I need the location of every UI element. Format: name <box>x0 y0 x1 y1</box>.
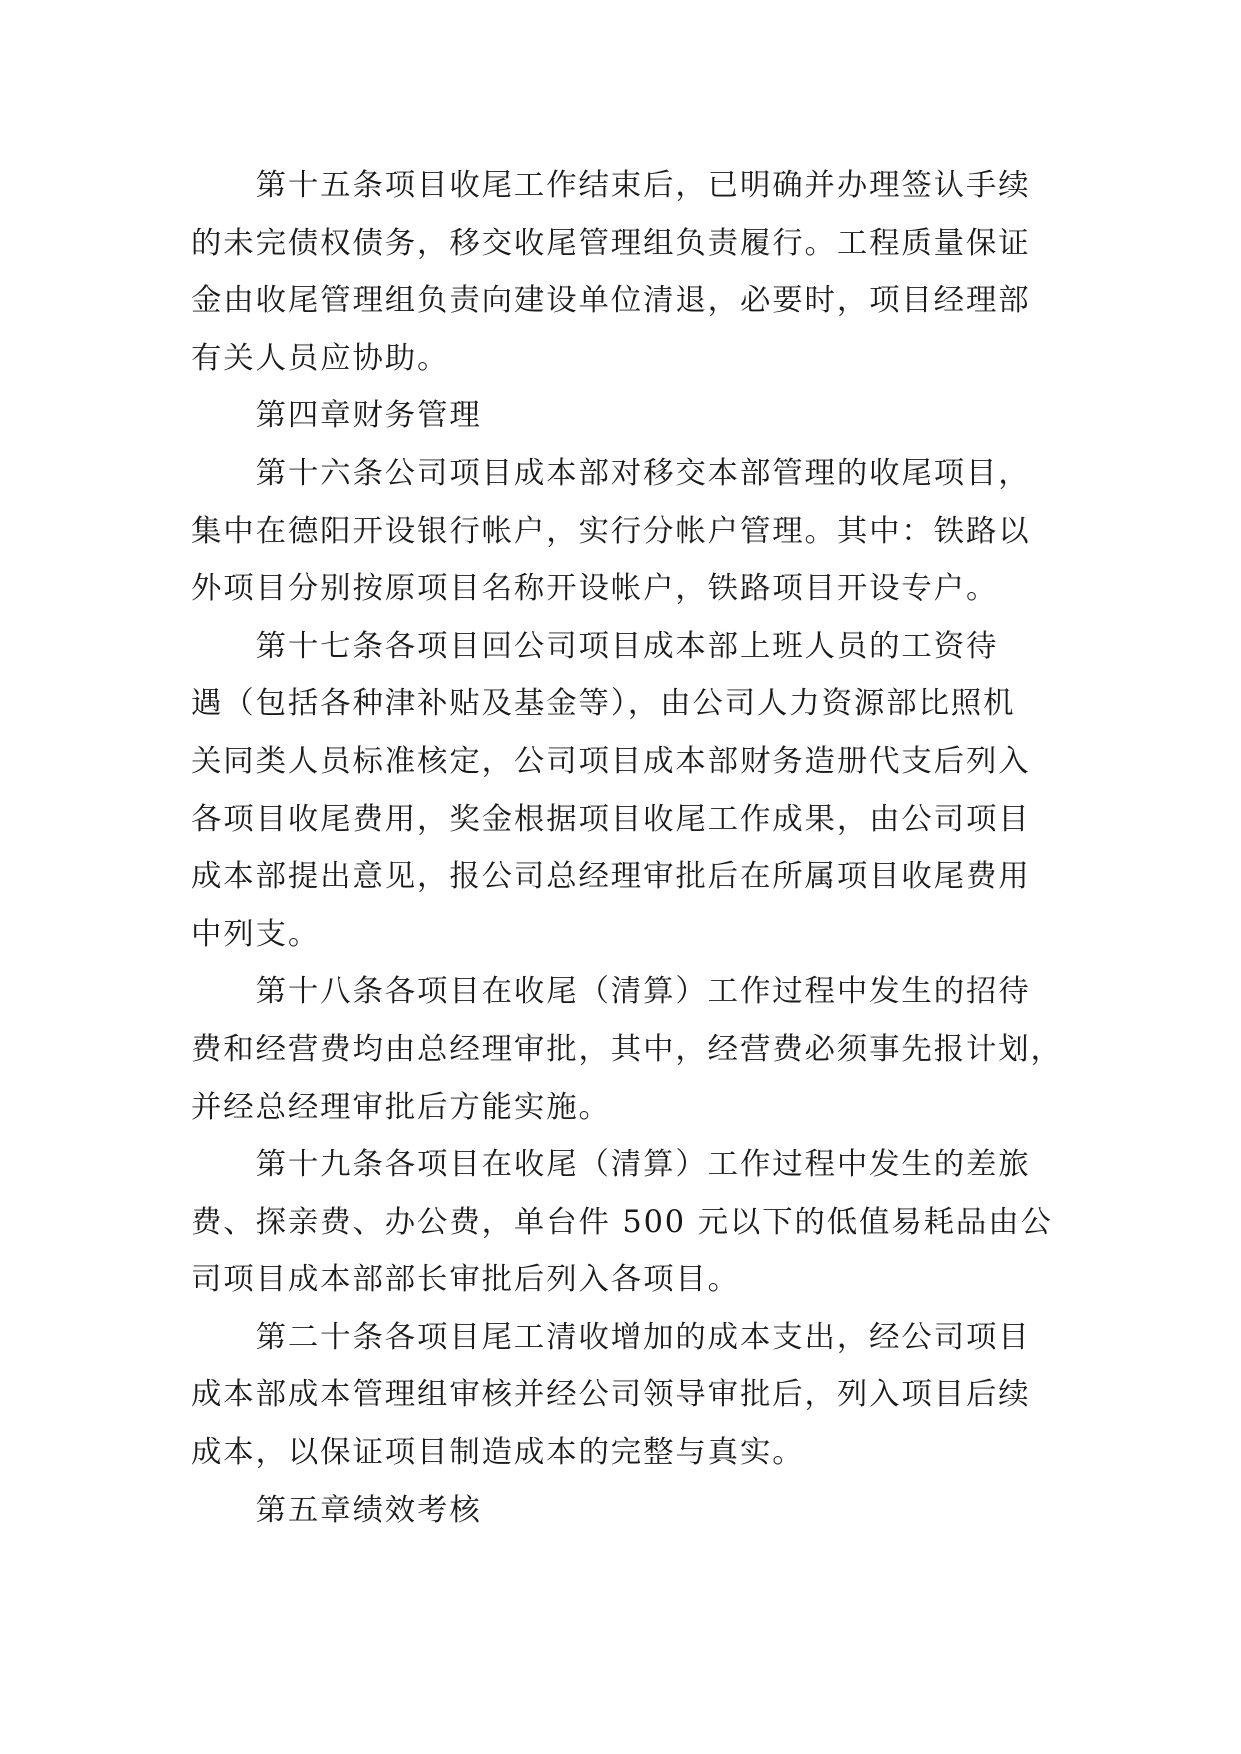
text-line: 费、探亲费、办公费，单台件 500 元以下的低值易耗品由公 <box>191 1204 1053 1240</box>
text-line: 费和经营费均由总经理审批，其中，经营费必须事先报计划， <box>191 1031 1063 1067</box>
text-line: 第十五条项目收尾工作结束后，已明确并办理签认手续 <box>255 168 1031 203</box>
text-line: 第十八条各项目在收尾（清算）工作过程中发生的招待 <box>255 974 1031 1010</box>
article-17 <box>191 618 1051 964</box>
text-line: 关同类人员标准核定，公司项目成本部财务造册代支后列入 <box>191 743 1031 779</box>
text-line: 中列支。 <box>191 916 321 952</box>
text-line: 遇（包括各种津补贴及基金等），由公司人力资源部比照机 <box>191 686 1016 722</box>
text-line: 第十九条各项目在收尾（清算）工作过程中发生的差旅 <box>255 1147 1031 1183</box>
text-line: 外项目分别按原项目名称开设帐户，铁路项目开设专户。 <box>191 571 999 607</box>
article-18 <box>191 963 1063 1136</box>
text-line: 第十六条公司项目成本部对移交本部管理的收尾项目， <box>255 455 1031 491</box>
text-line: 成本部成本管理组审核并经公司领导审批后，列入项目后续 <box>191 1377 1031 1413</box>
chapter-4-heading: 第四章财务管理 <box>255 398 482 434</box>
document-body <box>191 157 1063 1539</box>
text-line: 的未完债权债务，移交收尾管理组负责履行。工程质量保证 <box>191 225 1031 261</box>
text-line: 并经总经理审批后方能实施。 <box>191 1089 611 1125</box>
text-line: 金由收尾管理组负责向建设单位清退，必要时，项目经理部 <box>191 283 1031 319</box>
text-line: 集中在德阳开设银行帐户，实行分帐户管理。其中：铁路以 <box>191 513 1031 549</box>
chapter-5-heading: 第五章绩效考核 <box>255 1492 482 1528</box>
article-15 <box>191 157 1051 387</box>
article-16 <box>191 445 1051 618</box>
article-20 <box>191 1309 1051 1482</box>
text-line: 各项目收尾费用，奖金根据项目收尾工作成果，由公司项目 <box>191 801 1031 837</box>
text-line: 第二十条各项目尾工清收增加的成本支出，经公司项目 <box>255 1319 1031 1355</box>
text-line: 司项目成本部部长审批后列入各项目。 <box>191 1262 740 1298</box>
article-19 <box>191 1136 1051 1309</box>
text-line: 第十七条各项目回公司项目成本部上班人员的工资待 <box>255 628 999 664</box>
text-line: 有关人员应协助。 <box>191 340 450 376</box>
text-line: 成本，以保证项目制造成本的完整与真实。 <box>191 1435 805 1471</box>
text-line: 成本部提出意见，报公司总经理审批后在所属项目收尾费用 <box>191 859 1031 895</box>
